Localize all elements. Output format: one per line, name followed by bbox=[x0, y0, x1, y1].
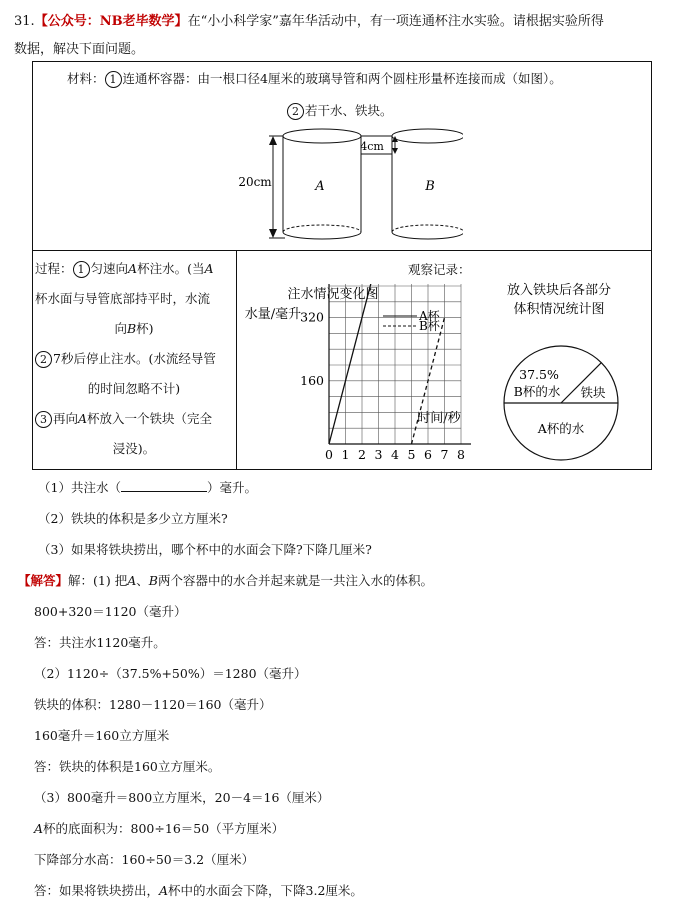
solution-line-1: 800+320＝1120（毫升） bbox=[34, 604, 187, 619]
question-1 bbox=[38, 478, 257, 496]
solution-line-7: （3）800毫升＝800立方厘米，20－4＝16（厘米） bbox=[34, 790, 330, 805]
question-2: （2）铁块的体积是多少立方厘米? bbox=[38, 511, 228, 526]
process-line-5: 的时间忽略不计) bbox=[87, 381, 181, 396]
x-tick-label: 5 bbox=[407, 447, 416, 462]
height-label: 20cm bbox=[238, 175, 272, 189]
process-step1-c: 向 bbox=[114, 321, 127, 336]
y-tick-label: 160 bbox=[300, 372, 324, 388]
process-step2-a: 7秒后停止注水。(水流经导管 bbox=[53, 351, 216, 366]
question-1-b: ）毫升。 bbox=[206, 480, 257, 495]
question-1-a: （1）共注水（ bbox=[38, 480, 121, 495]
solution-intro-a: 解：(1) 把 bbox=[68, 573, 128, 588]
cup-ref: A bbox=[128, 261, 138, 276]
answer-blank bbox=[121, 479, 207, 492]
process-step1-d: 杯) bbox=[136, 321, 154, 336]
legend-label: B杯 bbox=[419, 319, 440, 333]
slice-b-percent: 37.5% bbox=[519, 367, 559, 382]
process-text bbox=[35, 254, 233, 464]
problem-header bbox=[14, 10, 604, 29]
x-tick-label: 8 bbox=[457, 447, 465, 462]
circled-number: 2 bbox=[287, 103, 304, 120]
process-line-4 bbox=[35, 344, 233, 374]
material-item-1 bbox=[67, 64, 562, 94]
cup-b-top bbox=[392, 129, 463, 143]
pipe-label: 4cm bbox=[360, 140, 384, 153]
problem-intro-line1: 在“小小科学家”嘉年华活动中，有一项连通杯注水实验。请根据实验所得 bbox=[187, 14, 604, 29]
x-tick-label: 2 bbox=[358, 447, 366, 462]
problem-intro-line2: 数据，解决下面问题。 bbox=[14, 42, 145, 57]
process-line-1 bbox=[35, 254, 233, 284]
slice-a-label: A杯的水 bbox=[537, 421, 585, 436]
observation-title: 观察记录： bbox=[408, 262, 471, 277]
x-axis-label: 时间/秒 bbox=[417, 411, 461, 426]
material-item-1-text: 连通杯容器：由一根口径4厘米的玻璃导管和两个圆柱形量杯连接而成（如图）。 bbox=[122, 71, 562, 86]
height-arrow-head-up bbox=[269, 136, 277, 145]
cup-b-bottom-hidden bbox=[392, 225, 463, 232]
cup-a-top bbox=[283, 129, 361, 143]
solution-intro-sep: 、 bbox=[136, 573, 149, 588]
height-arrow-head-down bbox=[269, 229, 277, 238]
legend-label: A杯 bbox=[419, 309, 440, 323]
question-3: （3）如果将铁块捞出，哪个杯中的水面会下降?下降几厘米? bbox=[38, 542, 372, 557]
process-label: 过程： bbox=[35, 261, 73, 276]
pie-chart bbox=[473, 280, 651, 468]
process-step1-b: 杯注水。(当 bbox=[137, 261, 205, 276]
circled-number: 1 bbox=[73, 261, 90, 278]
x-tick-label: 3 bbox=[374, 447, 383, 462]
solution-line-10-a: 答：如果将铁块捞出， bbox=[34, 883, 160, 898]
cups-figure bbox=[233, 124, 463, 248]
source-tag: 【公众号：NB老毕数学】 bbox=[34, 14, 188, 29]
cup-b-label: B bbox=[425, 179, 435, 194]
problem-number: 31. bbox=[14, 14, 35, 29]
solution-line-2: 答：共注水1120毫升。 bbox=[34, 635, 166, 650]
solution-line-10 bbox=[34, 881, 363, 899]
process-line-7: 浸没)。 bbox=[112, 441, 156, 456]
process-line-2: 杯水面与导管底部持平时，水流 bbox=[35, 291, 211, 306]
x-tick-label: 1 bbox=[341, 447, 350, 462]
solution-line-8 bbox=[34, 819, 284, 837]
cup-a-bottom-hidden bbox=[283, 225, 361, 232]
process-step1-a: 匀速向 bbox=[90, 261, 129, 276]
solution-line-8-text: 杯的底面积为：800÷16＝50（平方厘米） bbox=[43, 821, 285, 836]
cup-ref: A bbox=[78, 411, 88, 426]
pipe-arrow-head-down bbox=[392, 148, 398, 154]
cup-ref: B bbox=[126, 321, 137, 336]
cup-ref: A bbox=[204, 261, 214, 276]
chart-title: 注水情况变化图 bbox=[287, 287, 379, 302]
solution-line-9: 下降部分水高：160÷50＝3.2（厘米） bbox=[34, 852, 255, 867]
y-axis-label: 水量/毫升 bbox=[244, 307, 302, 322]
x-tick-label: 7 bbox=[440, 447, 449, 462]
slice-b-label: B杯的水 bbox=[513, 384, 561, 399]
pie-title-line-2: 体积情况统计图 bbox=[513, 302, 605, 317]
cup-ref: A bbox=[159, 883, 169, 898]
slice-iron-label: 铁块 bbox=[580, 385, 606, 400]
solution-line-6: 答：铁块的体积是160立方厘米。 bbox=[34, 759, 221, 774]
cup-a-bottom bbox=[283, 232, 361, 239]
solution-line-4: 铁块的体积：1280－1120＝160（毫升） bbox=[34, 697, 272, 712]
solution-line-5: 160毫升＝160立方厘米 bbox=[34, 728, 170, 743]
solution-intro bbox=[18, 571, 433, 589]
cup-b-bottom bbox=[392, 232, 463, 239]
circled-number: 2 bbox=[35, 351, 52, 368]
cup-ref: A bbox=[34, 821, 44, 836]
cup-a-label: A bbox=[315, 179, 325, 194]
pie-title-line-1: 放入铁块后各部分 bbox=[506, 283, 612, 298]
material-item-2 bbox=[287, 96, 393, 126]
experiment-table bbox=[32, 61, 652, 470]
x-tick-label: 4 bbox=[391, 447, 399, 462]
process-step3-a: 再向 bbox=[53, 411, 79, 426]
process-step3-b: 杯放入一个铁块（完全 bbox=[87, 411, 213, 426]
table-row-divider bbox=[33, 250, 651, 251]
solution-line-3: （2）1120÷（37.5%+50%）＝1280（毫升） bbox=[34, 666, 307, 681]
process-line-6 bbox=[35, 404, 233, 434]
solution-line-10-b: 杯中的水面会下降，下降3.2厘米。 bbox=[168, 883, 363, 898]
x-tick-label: 0 bbox=[325, 447, 333, 462]
circled-number: 1 bbox=[105, 71, 122, 88]
y-tick-label: 320 bbox=[300, 309, 324, 325]
x-tick-label: 6 bbox=[424, 447, 432, 462]
material-label: 材料： bbox=[67, 71, 105, 86]
table-column-divider bbox=[236, 250, 237, 469]
circled-number: 3 bbox=[35, 411, 52, 428]
material-item-2-text: 若干水、铁块。 bbox=[305, 103, 393, 118]
solution-tag: 【解答】 bbox=[18, 573, 69, 588]
cup-ref: B bbox=[148, 573, 158, 588]
process-line-3 bbox=[35, 314, 233, 344]
line-chart bbox=[241, 284, 473, 468]
cup-ref: A bbox=[127, 573, 137, 588]
solution-intro-b: 两个容器中的水合并起来就是一共注入水的体积。 bbox=[157, 573, 433, 588]
